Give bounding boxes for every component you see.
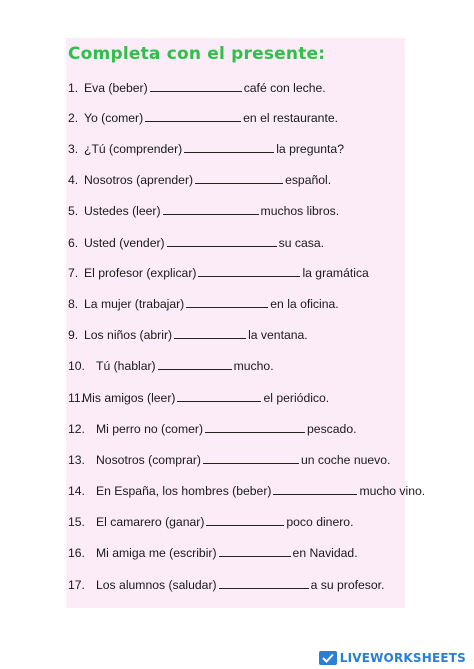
exercise-continuation: muchos libros.	[260, 204, 340, 218]
exercise-continuation: mucho vino.	[359, 484, 426, 498]
exercise-prompt: Los alumnos (saludar)	[96, 578, 217, 592]
exercise-prompt: Eva (beber)	[84, 81, 148, 95]
exercise-item	[68, 452, 403, 470]
answer-blank[interactable]	[219, 545, 291, 557]
exercise-item	[68, 421, 403, 439]
footer-brand	[319, 650, 466, 666]
exercise-prompt: Mi amiga me (escribir)	[96, 546, 217, 560]
exercise-item	[68, 80, 403, 98]
exercise-item	[68, 545, 403, 563]
exercise-number: 17.	[68, 578, 85, 592]
exercise-prompt: La mujer (trabajar)	[84, 297, 185, 311]
answer-blank[interactable]	[174, 327, 246, 339]
exercise-continuation: en el restaurante.	[243, 111, 339, 125]
exercise-item	[68, 358, 403, 376]
exercise-continuation: pescado.	[307, 422, 357, 436]
exercise-item	[68, 110, 403, 128]
exercise-prompt: Los niños (abrir)	[84, 328, 173, 342]
exercise-continuation: la ventana.	[248, 328, 308, 342]
exercise-continuation: mucho.	[233, 359, 274, 373]
exercise-number: 4.	[68, 173, 79, 187]
exercise-prompt: Usted (vender)	[84, 236, 165, 250]
answer-blank[interactable]	[177, 390, 261, 402]
exercise-prompt: Mis amigos (leer)	[82, 391, 176, 405]
exercise-number: 11.	[68, 391, 85, 405]
exercise-continuation: en Navidad.	[292, 546, 358, 560]
exercise-number: 2.	[68, 111, 79, 125]
exercise-item	[68, 235, 403, 253]
answer-blank[interactable]	[150, 80, 242, 92]
answer-blank[interactable]	[273, 483, 357, 495]
exercise-number: 12.	[68, 422, 85, 436]
exercise-prompt: Tú (hablar)	[96, 359, 156, 373]
exercise-prompt: Ustedes (leer)	[84, 204, 161, 218]
exercise-continuation: poco dinero.	[286, 515, 354, 529]
exercise-continuation: café con leche.	[243, 81, 326, 95]
brand-name: LIVEWORKSHEETS	[339, 651, 466, 665]
exercise-continuation: su casa.	[278, 236, 324, 250]
exercise-item	[68, 172, 403, 190]
exercise-number: 9.	[68, 328, 79, 342]
exercise-number: 14.	[68, 484, 85, 498]
exercise-item	[68, 296, 403, 314]
exercise-item	[68, 514, 403, 532]
exercise-prompt: En España, los hombres (beber)	[96, 484, 272, 498]
exercise-item	[68, 390, 403, 408]
exercise-item	[68, 483, 426, 501]
exercise-continuation: español.	[285, 173, 332, 187]
exercise-continuation: el periódico.	[263, 391, 330, 405]
exercise-number: 7.	[68, 266, 79, 280]
exercise-continuation: un coche nuevo.	[300, 453, 391, 467]
exercise-item	[68, 265, 403, 283]
exercise-prompt: Nosotros (comprar)	[96, 453, 201, 467]
exercise-prompt: Yo (comer)	[84, 111, 144, 125]
answer-blank[interactable]	[206, 514, 284, 526]
exercise-number: 1.	[68, 81, 79, 95]
exercise-number: 3.	[68, 142, 79, 156]
page-title: Completa con el presente:	[68, 44, 326, 64]
exercise-prompt: El profesor (explicar)	[84, 266, 197, 280]
exercise-item	[68, 141, 403, 159]
exercise-number: 10.	[68, 359, 85, 373]
exercise-number: 6.	[68, 236, 79, 250]
exercise-continuation: la pregunta?	[276, 142, 344, 156]
answer-blank[interactable]	[186, 296, 268, 308]
exercise-continuation: en la oficina.	[270, 297, 339, 311]
exercise-number: 16.	[68, 546, 85, 560]
answer-blank[interactable]	[195, 172, 283, 184]
answer-blank[interactable]	[203, 452, 299, 464]
exercise-item	[68, 327, 403, 345]
answer-blank[interactable]	[184, 141, 274, 153]
answer-blank[interactable]	[219, 577, 309, 589]
exercise-item	[68, 577, 403, 595]
exercise-prompt: Nosotros (aprender)	[84, 173, 194, 187]
answer-blank[interactable]	[163, 203, 259, 215]
liveworksheets-logo-icon	[319, 651, 337, 665]
exercise-continuation: la gramática	[302, 266, 369, 280]
answer-blank[interactable]	[145, 110, 241, 122]
exercise-prompt: Mi perro no (comer)	[96, 422, 204, 436]
answer-blank[interactable]	[198, 265, 300, 277]
answer-blank[interactable]	[205, 421, 305, 433]
exercise-prompt: El camarero (ganar)	[96, 515, 205, 529]
answer-blank[interactable]	[158, 358, 232, 370]
exercise-item	[68, 203, 403, 221]
exercise-number: 15.	[68, 515, 85, 529]
exercise-number: 13.	[68, 453, 85, 467]
exercise-number: 5.	[68, 204, 79, 218]
answer-blank[interactable]	[167, 235, 277, 247]
exercise-number: 8.	[68, 297, 79, 311]
exercise-prompt: ¿Tú (comprender)	[84, 142, 183, 156]
exercise-continuation: a su profesor.	[310, 578, 385, 592]
